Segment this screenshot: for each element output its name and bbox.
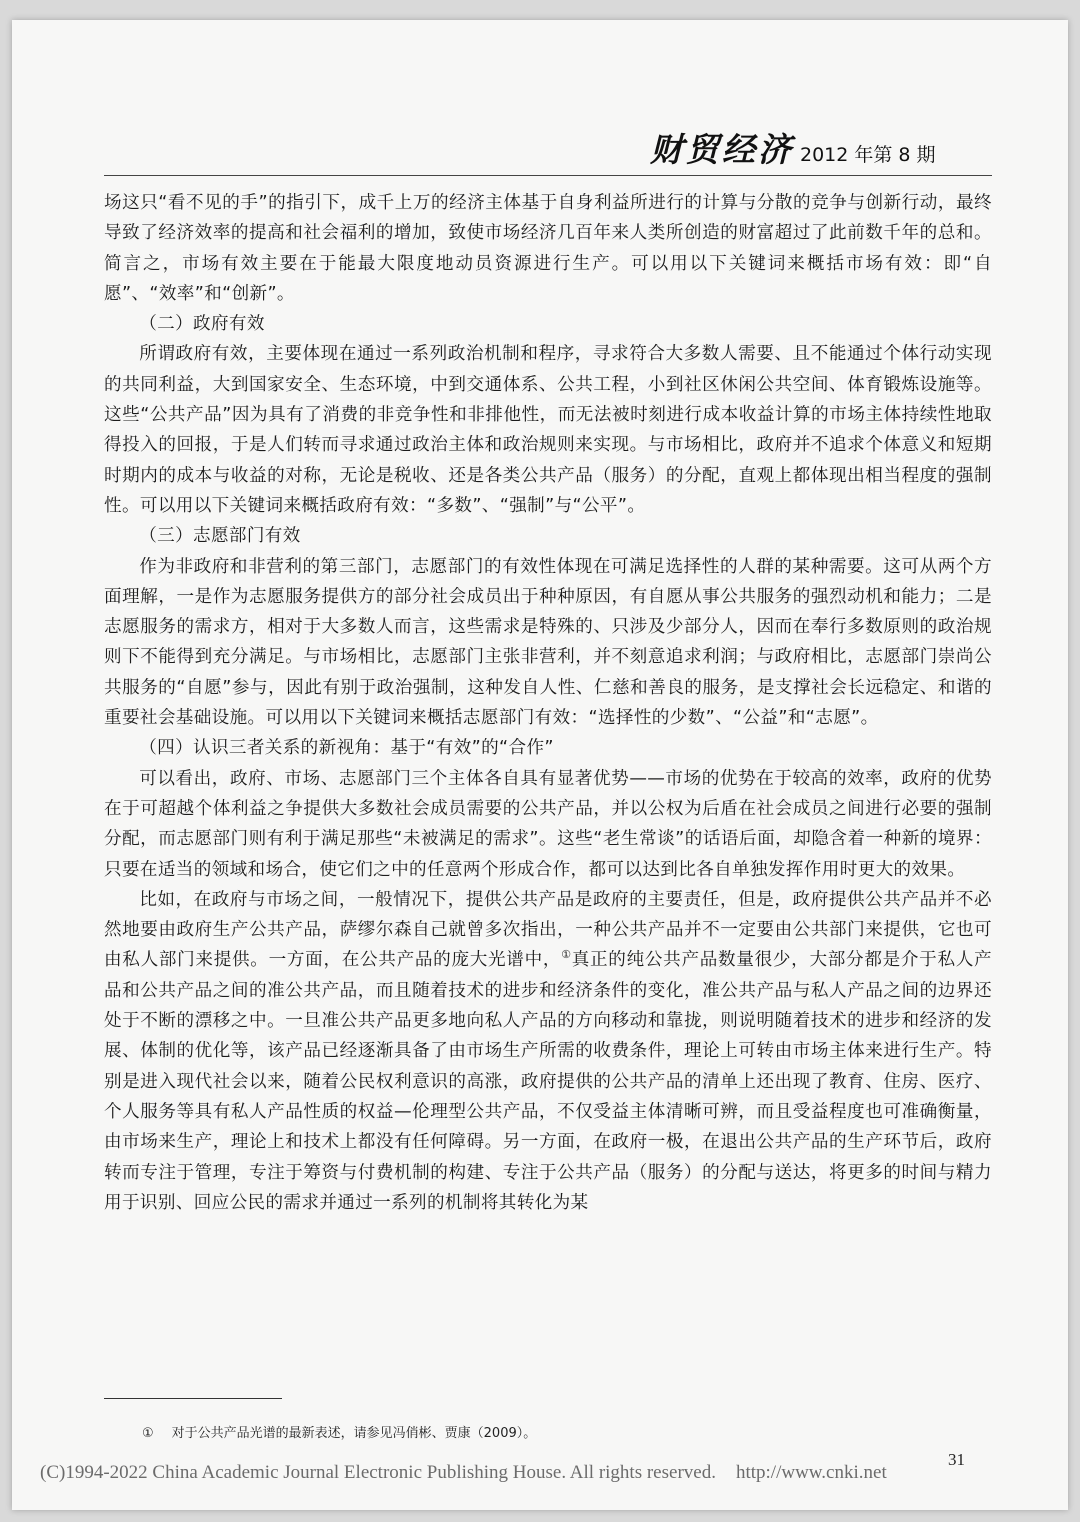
article-body: [104, 188, 992, 1218]
footnote-divider: [104, 1398, 282, 1399]
page-number: 31: [948, 1450, 965, 1469]
footnote-text: 对于公共产品光谱的最新表述，请参见冯俏彬、贾康（2009）。: [171, 1426, 537, 1441]
paragraph-example-part1: 比如，在政府与市场之间，一般情况下，提供公共产品是政府的主要责任，但是，政府提供公共产品并不必然地要由政府生产公共产品，萨缪尔森自己就曾多次指出，一种公共产品并不一定要由公共部门来提供，它也可由私人部门来提供。一方面，在公共产品的庞大光谱中，: [104, 889, 992, 971]
running-header: [650, 124, 936, 171]
header-divider: [104, 175, 992, 176]
section-heading-cooperation: （四）认识三者关系的新视角：基于“有效”的“合作”: [139, 738, 554, 759]
paragraph-voluntary: 作为非政府和非营利的第三部门，志愿部门的有效性体现在可满足选择性的人群的某种需要。这可从两个方面理解，一是作为志愿服务提供方的部分社会成员出于种种原因，有自愿从事公共服务的强烈动机和能力；二是志愿服务的需求方，相对于大多数人而言，这些需求是特殊的、只涉及少部分人，因而在奉行多数原则的政治规则下不能得到充分满足。与市场相比，志愿部门主张非营利，并不刻意追求利润；与政府相比，志愿部门崇尚公共服务的“自愿”参与，因此有别于政治强制，这种发自人性、仁慈和善良的服务，是支撑社会长远稳定、和谐的重要社会基础设施。可以用以下关键词来概括志愿部门有效：“选择性的少数”、“公益”和“志愿”。: [104, 556, 992, 729]
section-heading-voluntary: （三）志愿部门有效: [139, 526, 301, 547]
footnote-reference[interactable]: ①: [561, 948, 572, 962]
copyright-notice: [40, 1462, 887, 1484]
journal-logo: 财贸经济: [650, 130, 794, 169]
footnote-mark: ①: [142, 1426, 154, 1441]
paragraph-cooperation: 可以看出，政府、市场、志愿部门三个主体各自具有显著优势——市场的优势在于较高的效率，政府的优势在于可超越个体利益之争提供大多数社会成员需要的公共产品，并以公权为后盾在社会成员之间进行必要的强制分配，而志愿部门则有利于满足那些“未被满足的需求”。这些“老生常谈”的话语后面，却隐含着一种新的境界：只要在适当的领域和场合，使它们之中的任意两个形成合作，都可以达到比各自单独发挥作用时更大的效果。: [104, 768, 992, 880]
paragraph-example: [104, 885, 992, 1218]
paper-page: [12, 20, 1068, 1510]
paragraph-government: 所谓政府有效，主要体现在通过一系列政治机制和程序，寻求符合大多数人需要、且不能通过个体行动实现的共同利益，大到国家安全、生态环境，中到交通体系、公共工程，小到社区休闲公共空间、体育锻炼设施等。这些“公共产品”因为具有了消费的非竞争性和非排他性，而无法被时刻进行成本收益计算的市场主体持续性地取得投入的回报，于是人们转而寻求通过政治主体和政治规则来实现。与市场相比，政府并不追求个体意义和短期时期内的成本与收益的对称，无论是税收、还是各类公共产品（服务）的分配，直观上都体现出相当程度的强制性。可以用以下关键词来概括政府有效：“多数”、“强制”与“公平”。: [104, 344, 992, 516]
publisher-url[interactable]: http://www.cnki.net: [735, 1462, 887, 1483]
paragraph-example-part2: 真正的纯公共产品数量很少，大部分都是介于私人产品和公共产品之间的准公共产品，而且随着技术的进步和经济条件的变化，准公共产品与私人产品之间的边界还处于不断的漂移之中。一旦准公共产品更多地向私人产品的方向移动和靠拢，则说明随着技术的进步和经济的发展、体制的优化等，该产品已经逐渐具备了由市场生产所需的收费条件，理论上可转由市场主体来进行生产。特别是进入现代社会以来，随着公民权利意识的高涨，政府提供的公共产品的清单上还出现了教育、住房、医疗、个人服务等具有私人产品性质的权益—伦理型公共产品，不仅受益主体清晰可辨，而且受益程度也可准确衡量，由市场来生产，理论上和技术上都没有任何障碍。另一方面，在政府一极，在退出公共产品的生产环节后，政府转而专注于管理，专注于筹资与付费机制的构建、专注于公共产品（服务）的分配与送达，将更多的时间与精力用于识别、回应公民的需求并通过一系列的机制将其转化为某: [104, 950, 992, 1213]
footnote: [142, 1422, 982, 1441]
paragraph-market-continued: 场这只“看不见的手”的指引下，成千上万的经济主体基于自身利益所进行的计算与分散的竞争与创新行动，最终导致了经济效率的提高和社会福利的增加，致使市场经济几百年来人类所创造的财富超过了此前数千年的总和。简言之，市场有效主要在于能最大限度地动员资源进行生产。可以用以下关键词来概括市场有效：即“自愿”、“效率”和“创新”。: [104, 193, 992, 304]
section-heading-government: （二）政府有效: [139, 314, 265, 335]
issue-label: 2012 年第 8 期: [800, 144, 936, 166]
copyright-text: (C)1994-2022 China Academic Journal Electronic Publishing House. All rights reserved.: [40, 1462, 716, 1483]
